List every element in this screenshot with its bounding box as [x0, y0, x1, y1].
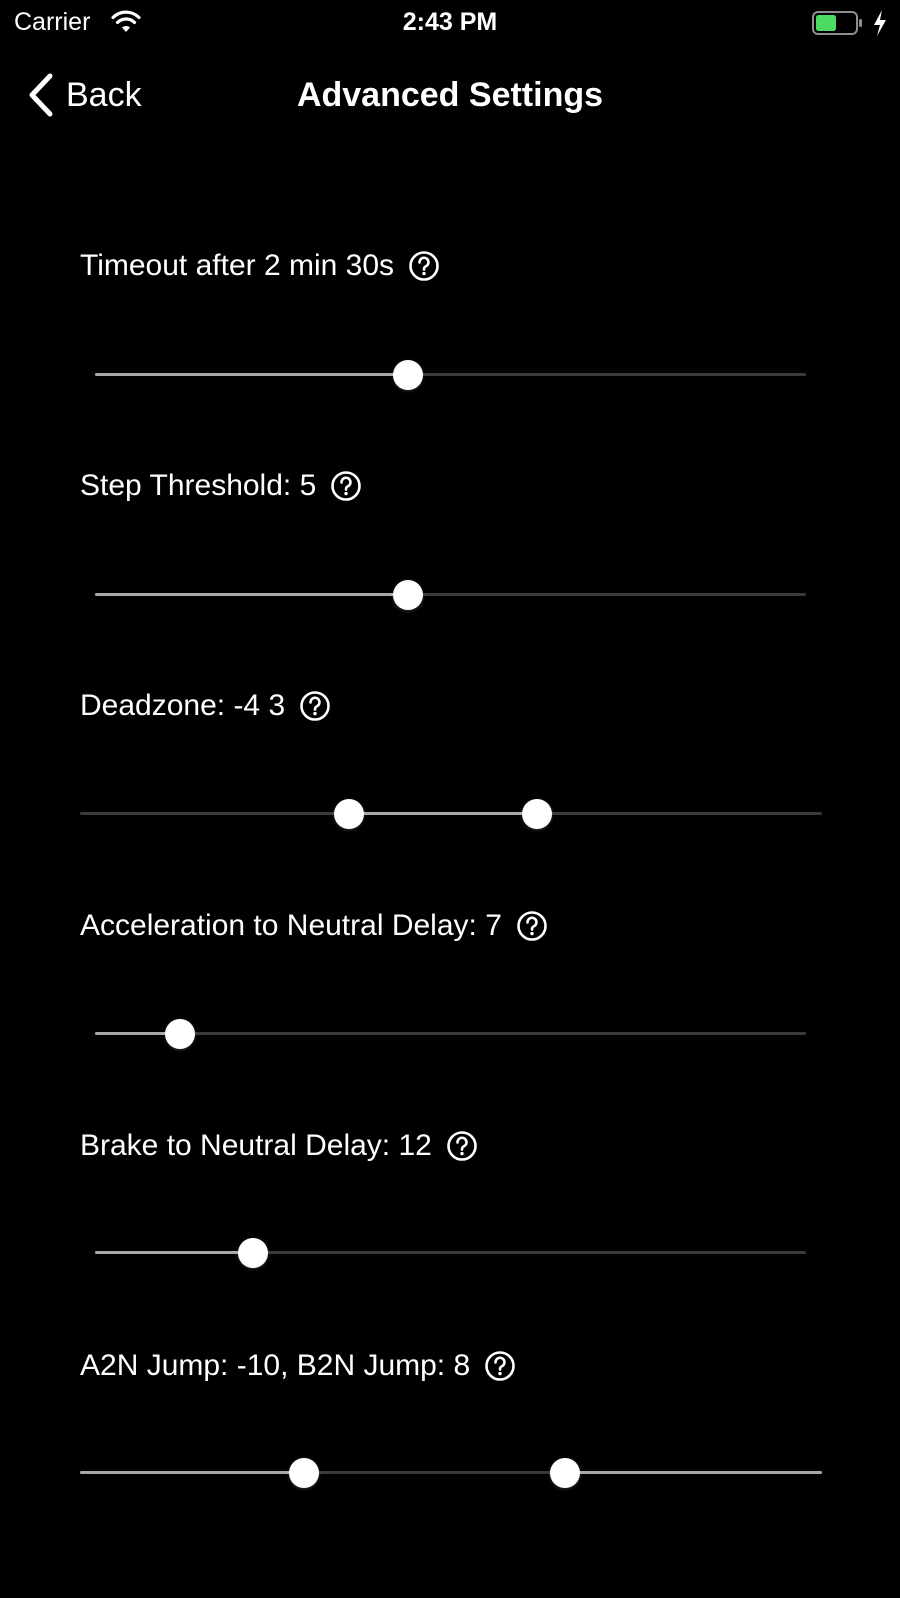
- timeout-slider[interactable]: [95, 355, 806, 395]
- navigation-bar: [0, 60, 900, 130]
- carrier-label: Carrier: [14, 8, 91, 36]
- jump-dual-slider[interactable]: [80, 1453, 822, 1493]
- slider-fill: [95, 593, 408, 596]
- setting-label: Timeout after 2 min 30s: [80, 249, 395, 282]
- battery-icon: [812, 10, 864, 36]
- slider-thumb[interactable]: [393, 580, 423, 610]
- setting-label: Acceleration to Neutral Delay: 7: [80, 909, 502, 942]
- question-circle-icon[interactable]: [516, 910, 548, 942]
- setting-label: Step Threshold: 5: [80, 469, 317, 502]
- brake-delay-slider[interactable]: [95, 1233, 806, 1273]
- slider-thumb[interactable]: [165, 1019, 195, 1049]
- slider-thumb-a2n[interactable]: [289, 1458, 319, 1488]
- question-circle-icon[interactable]: [330, 470, 362, 502]
- page-title: Advanced Settings: [296, 76, 604, 114]
- charging-bolt-icon: [872, 9, 888, 37]
- status-bar: [0, 0, 900, 46]
- slider-fill-left: [80, 1471, 304, 1474]
- question-circle-icon[interactable]: [446, 1130, 478, 1162]
- acceleration-delay-slider[interactable]: [95, 1014, 806, 1054]
- slider-thumb-b2n[interactable]: [550, 1458, 580, 1488]
- status-time: 2:43 PM: [402, 8, 498, 36]
- slider-fill-right: [565, 1471, 822, 1474]
- slider-thumb[interactable]: [238, 1238, 268, 1268]
- back-label: Back: [66, 75, 142, 114]
- slider-thumb-high[interactable]: [522, 799, 552, 829]
- slider-fill: [95, 1251, 253, 1254]
- deadzone-range-slider[interactable]: [80, 794, 822, 834]
- question-circle-icon[interactable]: [484, 1350, 516, 1382]
- slider-fill: [95, 373, 408, 376]
- setting-label: Deadzone: -4 3: [80, 689, 286, 722]
- question-circle-icon[interactable]: [408, 250, 440, 282]
- setting-label: A2N Jump: -10, B2N Jump: 8: [80, 1349, 471, 1382]
- question-circle-icon[interactable]: [299, 690, 331, 722]
- slider-fill: [349, 812, 537, 815]
- setting-label: Brake to Neutral Delay: 12: [80, 1129, 432, 1162]
- slider-thumb[interactable]: [393, 360, 423, 390]
- step-threshold-slider[interactable]: [95, 575, 806, 615]
- slider-thumb-low[interactable]: [334, 799, 364, 829]
- slider-track: [95, 1032, 806, 1035]
